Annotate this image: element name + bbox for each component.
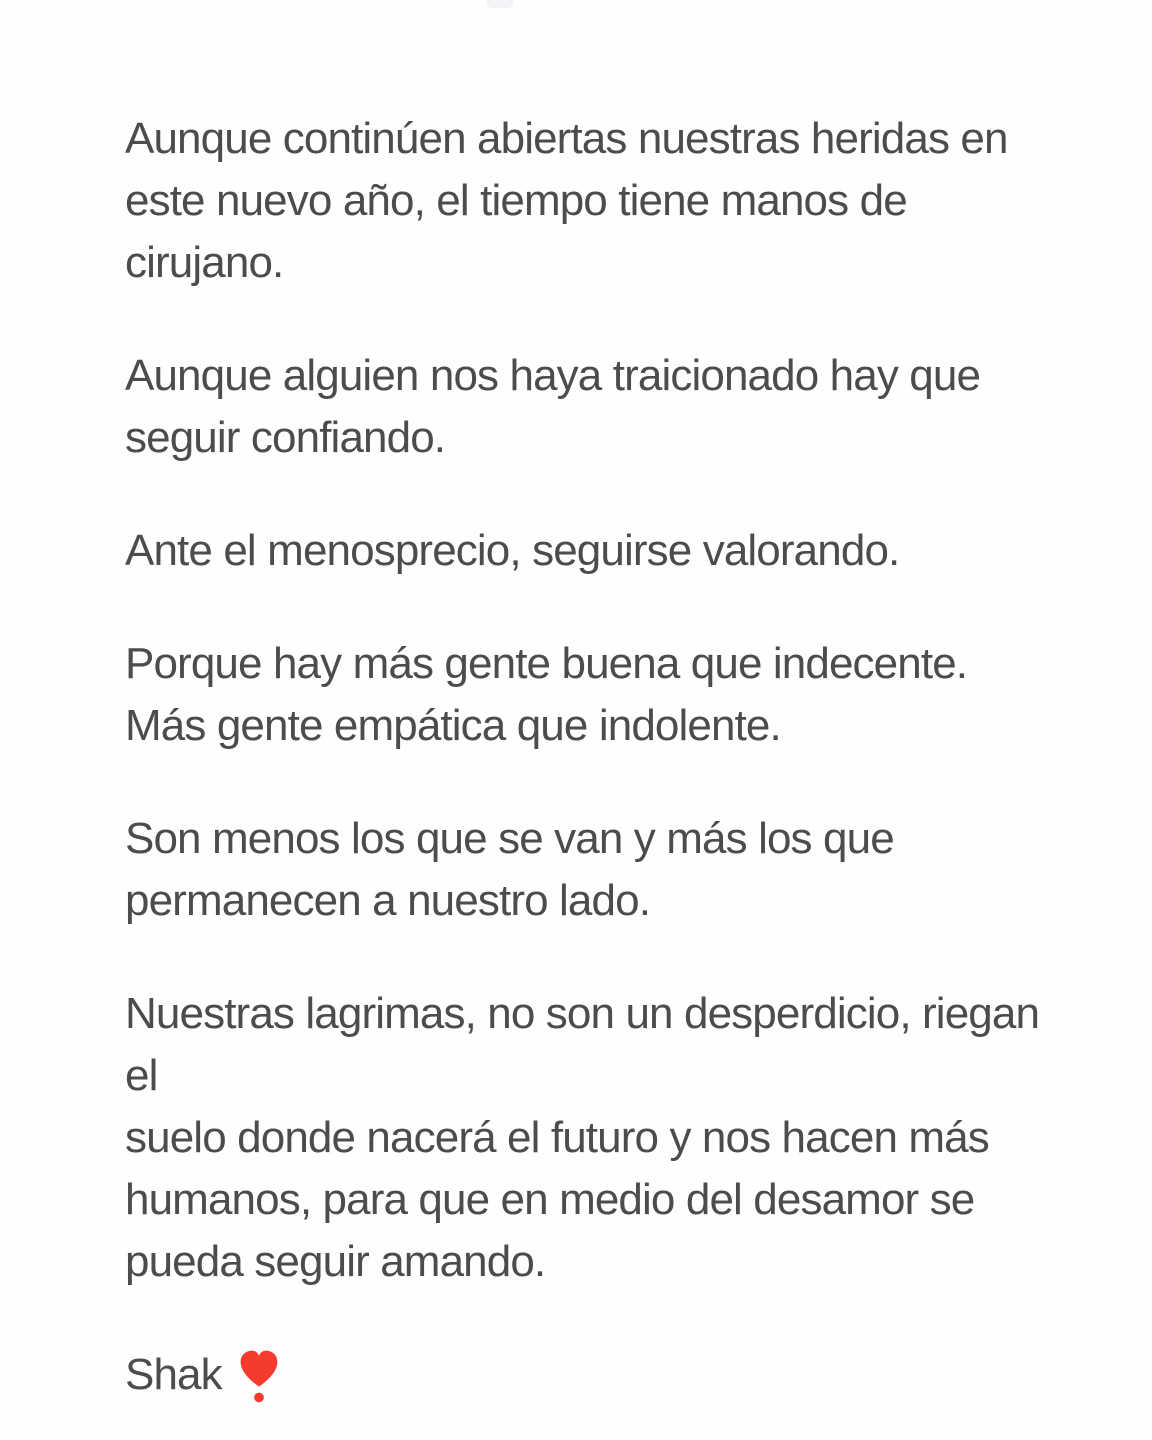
paragraph: Son menos los que se van y más los que permanecen a nuestro lado. <box>125 814 894 925</box>
post-text <box>125 108 1065 1406</box>
cropped-top-artifact <box>487 0 513 8</box>
heart-shape <box>240 1351 277 1387</box>
paragraph: Ante el menosprecio, seguirse valorando. <box>125 526 900 575</box>
heart-exclamation-emoji <box>238 1347 280 1405</box>
paragraph: Porque hay más gente buena que indecente. Más gente empática que indolente. <box>125 639 968 750</box>
signature-line <box>125 1344 1065 1406</box>
paragraph: Nuestras lagrimas, no son un desperdicio, riegan el suelo donde nacerá el futuro y nos hacen más humanos, para que en medio del desamor se pueda seguir amando. <box>125 989 1040 1286</box>
exclamation-dot <box>254 1393 264 1403</box>
paragraph: Aunque alguien nos haya traicionado hay que seguir confiando. <box>125 351 981 462</box>
signature-label: Shak <box>125 1350 222 1399</box>
paragraph: Aunque continúen abiertas nuestras heridas en este nuevo año, el tiempo tiene manos de cirujano. <box>125 114 1008 287</box>
